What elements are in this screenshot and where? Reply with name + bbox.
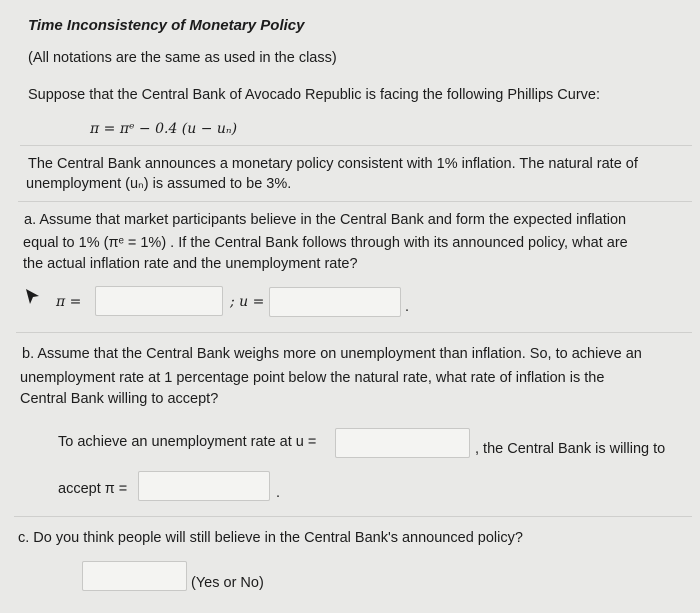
part-b-period: . <box>276 485 281 501</box>
part-c-hint: (Yes or No) <box>191 575 264 591</box>
part-a-u-label: ; u = <box>230 294 265 310</box>
notation-note: (All notations are the same as used in the class) <box>28 50 337 66</box>
part-b-line-2: unemployment rate at 1 percentage point below the natural rate, what rate of inflation is the <box>20 370 605 386</box>
part-a-line-2: equal to 1% (πᵉ = 1%) . If the Central Bank follows through with its announced policy, what are <box>23 235 628 251</box>
intro-text: Suppose that the Central Bank of Avocado Republic is facing the following Phillips Curve: <box>28 87 601 103</box>
part-b-inflation-input[interactable] <box>138 471 270 501</box>
part-a-pi-label: π = <box>56 294 82 310</box>
divider <box>18 201 692 202</box>
phillips-curve-equation: π = πᵉ − 0.4 (u − uₙ) <box>90 121 238 137</box>
announce-line-2: unemployment (uₙ) is assumed to be 3%. <box>26 176 292 192</box>
cursor-icon <box>25 288 41 306</box>
part-b-achieve-label: To achieve an unemployment rate at u = <box>58 434 317 450</box>
part-b-unemployment-input[interactable] <box>335 428 470 458</box>
part-b-line-3: Central Bank willing to accept? <box>20 391 219 407</box>
part-a-period: . <box>405 299 410 315</box>
divider <box>20 145 692 146</box>
part-c-question: c. Do you think people will still believe in the Central Bank's announced policy? <box>18 530 523 546</box>
part-b-line-1: b. Assume that the Central Bank weighs more on unemployment than inflation. So, to achieve an <box>22 346 642 362</box>
part-a-line-3: the actual inflation rate and the unemployment rate? <box>23 256 358 272</box>
divider <box>14 516 692 517</box>
announce-line-1: The Central Bank announces a monetary policy consistent with 1% inflation. The natural rate of <box>28 156 638 172</box>
part-b-willing-label: , the Central Bank is willing to <box>475 441 666 457</box>
divider <box>16 332 692 333</box>
part-a-line-1: a. Assume that market participants believe in the Central Bank and form the expected inflation <box>24 212 627 228</box>
part-a-unemployment-input[interactable] <box>269 287 401 317</box>
part-c-answer-input[interactable] <box>82 561 187 591</box>
page-title: Time Inconsistency of Monetary Policy <box>28 17 305 34</box>
part-b-accept-label: accept π = <box>58 481 128 497</box>
part-a-inflation-input[interactable] <box>95 286 223 316</box>
